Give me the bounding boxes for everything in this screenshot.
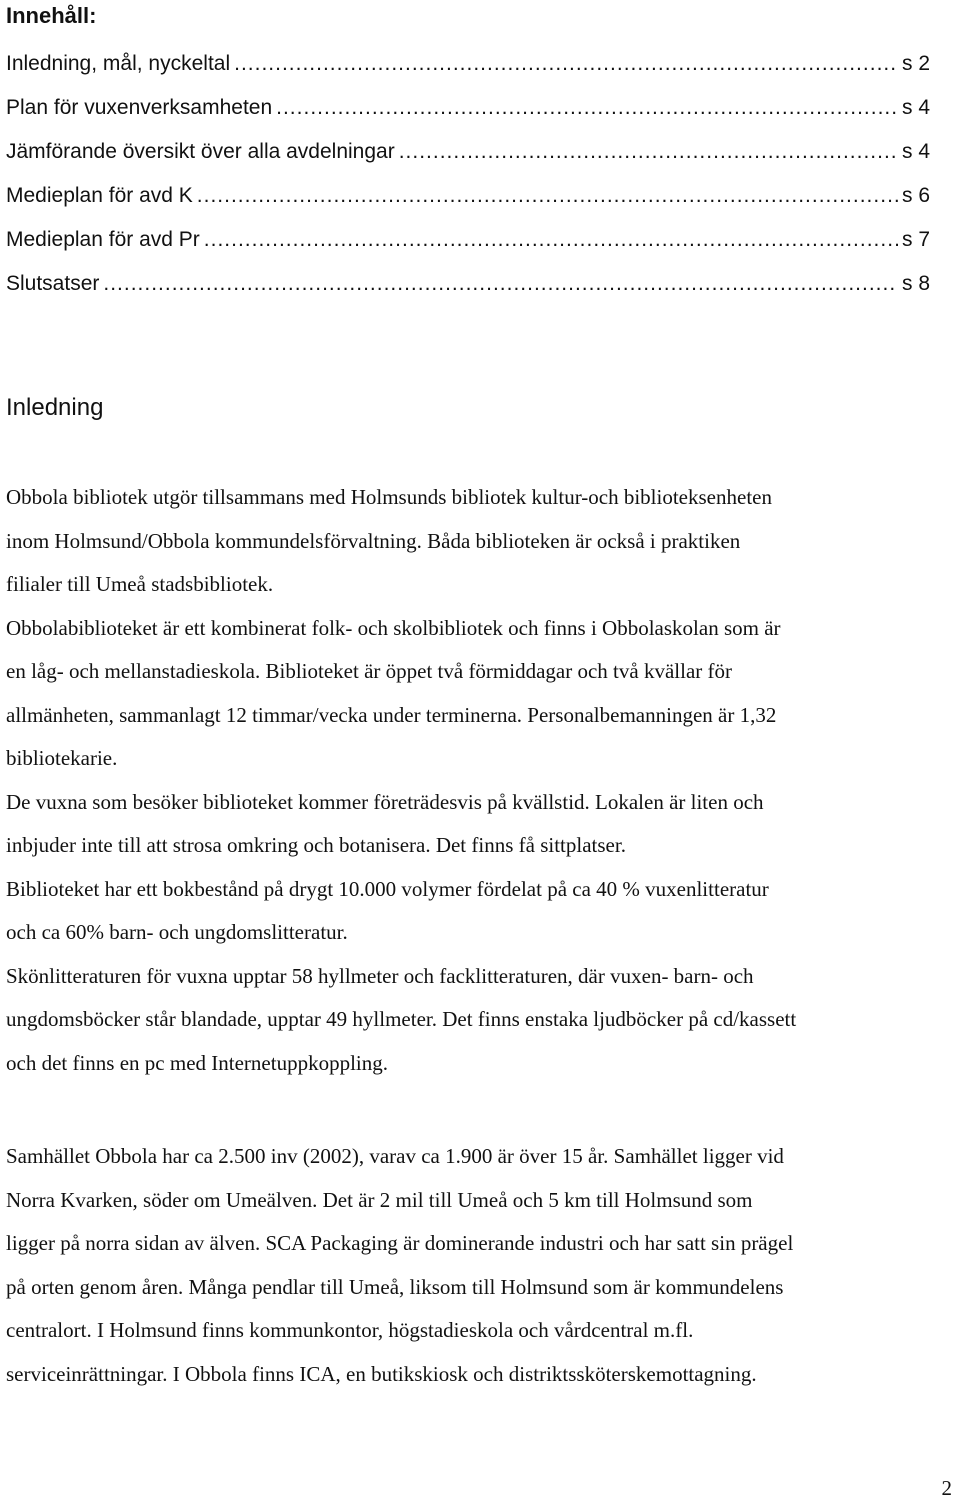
text-line: på orten genom åren. Många pendlar till Umeå, liksom till Holmsund som är kommundelens: [6, 1274, 784, 1299]
toc-leader-dots: [204, 218, 898, 262]
toc-entry-title: Inledning, mål, nyckeltal: [6, 52, 231, 75]
community-paragraph: [6, 1135, 951, 1396]
text-line: och det finns en pc med Internetuppkoppling.: [6, 1050, 388, 1075]
text-line: allmänheten, sammanlagt 12 timmar/vecka under terminerna. Personalbemanningen är 1,32: [6, 702, 777, 727]
text-line: inom Holmsund/Obbola kommundelsförvaltning. Båda biblioteken är också i praktiken: [6, 528, 741, 553]
toc-entry-title: Medieplan för avd Pr: [6, 228, 200, 251]
toc-entry-page: s 7: [901, 228, 930, 251]
text-line: Biblioteket har ett bokbestånd på drygt 10.000 volymer fördelat på ca 40 % vuxenlitteratur: [6, 876, 769, 901]
text-line: centralort. I Holmsund finns kommunkontor, högstadieskola och vårdcentral m.fl.: [6, 1318, 694, 1342]
text-line: en låg- och mellanstadieskola. Biblioteket är öppet två förmiddagar och två kvällar för: [6, 659, 732, 683]
page-number: 2: [941, 1476, 952, 1500]
toc-entry[interactable]: [6, 42, 930, 86]
text-line: Obbolabiblioteket är ett kombinerat folk- och skolbibliotek och finns i Obbolaskolan som är: [6, 615, 781, 640]
toc-leader-dots: [399, 130, 898, 174]
text-line: Skönlitteraturen för vuxna upptar 58 hyllmeter och facklitteraturen, där vuxen- barn- och: [6, 963, 754, 988]
toc-leader-dots: [276, 86, 898, 130]
toc-entry-title: Medieplan för avd K: [6, 184, 193, 207]
text-line: Samhället Obbola har ca 2.500 inv (2002), varav ca 1.900 är över 15 år. Samhället ligger vid: [6, 1144, 784, 1168]
toc-leader-dots: [197, 174, 898, 218]
toc-entry-page: s 6: [901, 184, 930, 207]
text-line: ligger på norra sidan av älven. SCA Packaging är dominerande industri och har satt sin prägel: [6, 1231, 794, 1255]
text-line: De vuxna som besöker biblioteket kommer företrädesvis på kvällstid. Lokalen är liten och: [6, 789, 764, 814]
toc-leader-dots: [234, 42, 898, 86]
toc-entry[interactable]: [6, 174, 930, 218]
table-of-contents: [6, 42, 930, 306]
text-line: filialer till Umeå stadsbibliotek.: [6, 572, 274, 596]
text-line: bibliotekarie.: [6, 746, 118, 770]
text-line: Norra Kvarken, söder om Umeälven. Det är 2 mil till Umeå och 5 km till Holmsund som: [6, 1187, 753, 1212]
text-line: ungdomsböcker står blandade, upptar 49 hyllmeter. Det finns enstaka ljudböcker på cd/kassett: [6, 1007, 797, 1031]
toc-entry-page: s 2: [901, 52, 930, 75]
toc-entry-page: s 8: [901, 272, 930, 295]
section-heading: Inledning: [6, 394, 104, 421]
text-line: Obbola bibliotek utgör tillsammans med Holmsunds bibliotek kultur-och biblioteksenheten: [6, 485, 772, 509]
toc-entry[interactable]: [6, 262, 930, 306]
text-line: och ca 60% barn- och ungdomslitteratur.: [6, 920, 348, 944]
toc-entry[interactable]: [6, 130, 930, 174]
toc-leader-dots: [103, 262, 898, 306]
text-line: inbjuder inte till att strosa omkring och botanisera. Det finns få sittplatser.: [6, 833, 626, 857]
toc-entry-title: Slutsatser: [6, 272, 100, 295]
toc-entry-title: Plan för vuxenverksamheten: [6, 96, 273, 119]
toc-entry[interactable]: [6, 218, 930, 262]
toc-heading: Innehåll:: [6, 3, 97, 28]
toc-entry-page: s 4: [901, 140, 930, 163]
toc-entry-title: Jämförande översikt över alla avdelningar: [6, 140, 395, 163]
text-line: serviceinrättningar. I Obbola finns ICA, en butikskiosk och distriktssköterskemottagning.: [6, 1361, 757, 1386]
intro-paragraph: [6, 476, 951, 1085]
toc-entry[interactable]: [6, 86, 930, 130]
toc-entry-page: s 4: [901, 96, 930, 119]
